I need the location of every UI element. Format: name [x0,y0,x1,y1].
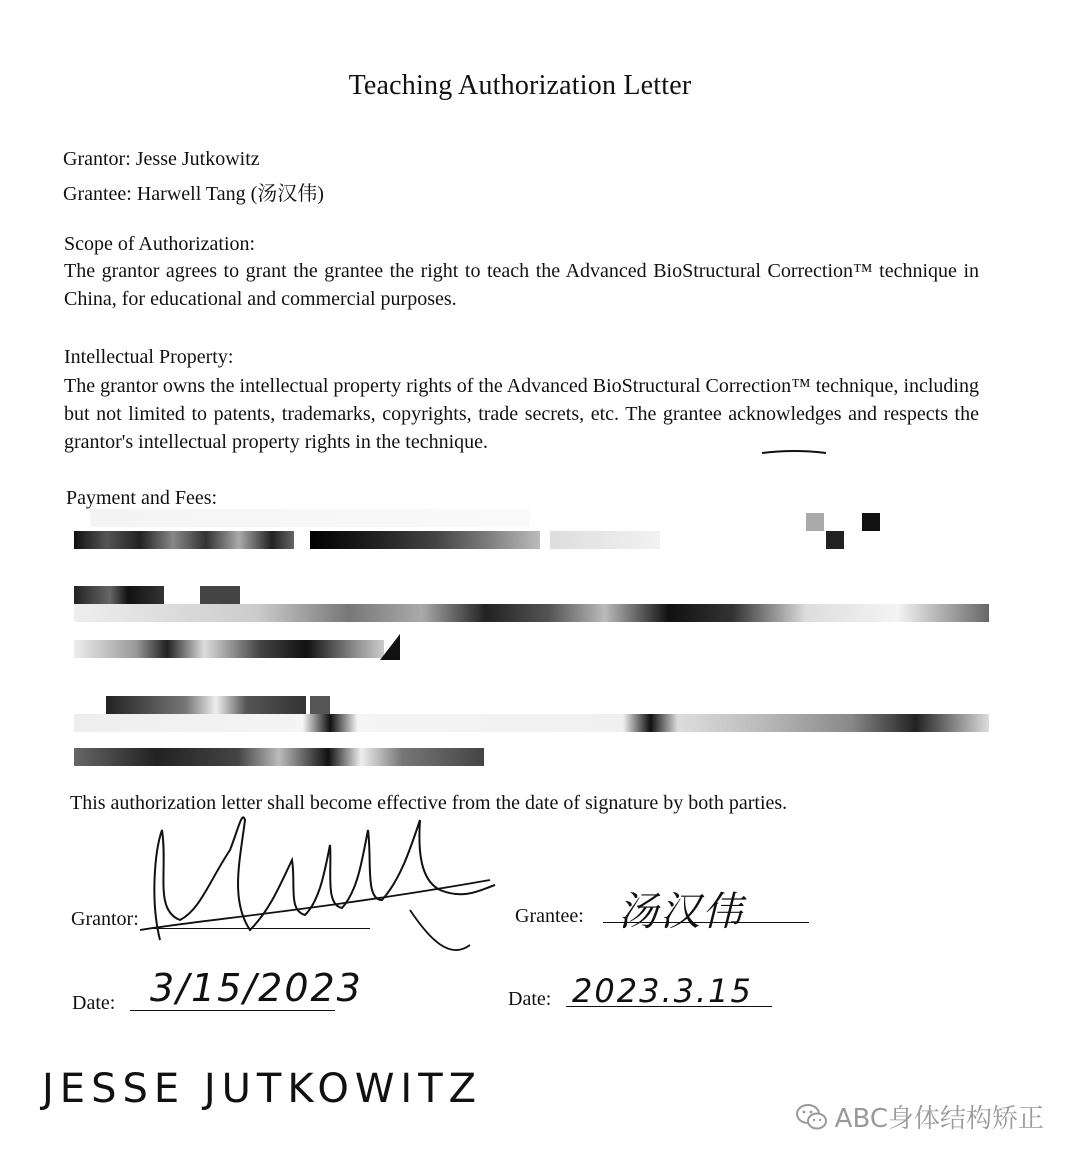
scope-text: The grantor agrees to grant the grantee the right to teach the Advanced BioStructural Correction™ technique in China, for educational and commercial purposes. [64,260,979,310]
grantor-label: Grantor: [71,908,139,930]
grantor-signature [120,790,500,980]
effective-text: This authorization letter shall become effective from the date of signature by both parties. [70,792,788,814]
grantor-line: Grantor: Jesse Jutkowitz [63,148,260,170]
wechat-icon [795,1102,829,1132]
redacted-block-1 [70,505,1000,585]
date-label-right: Date: [508,988,552,1010]
footer-watermark [795,1098,1044,1135]
grantor-date: 3/15/2023 [150,966,363,1010]
page-title: Teaching Authorization Letter [348,70,692,101]
underline-mark [760,448,830,456]
printed-name: JESSE JUTKOWITZ [42,1066,483,1112]
grantee-signature: 汤汉伟 [618,889,744,935]
payment-heading: Payment and Fees: [66,487,218,509]
watermark-text: ABC身体结构矫正 [834,1104,1044,1134]
scope-heading: Scope of Authorization: [64,233,256,255]
redacted-block-3 [70,690,1000,770]
ip-text: The grantor owns the intellectual property rights of the Advanced BioStructural Correction™ technique, including but not limited to patents, trademarks, copyrights, trade secrets, etc. The grantee acknowledges and respects the grantor's intellectual property rights in the technique. [64,375,979,453]
grantee-line: Grantee: Harwell Tang (汤汉伟) [63,183,324,205]
ip-heading: Intellectual Property: [64,346,234,368]
grantor-sign-line [150,928,370,929]
date-sign-line-left [130,1010,335,1011]
grantee-date: 2023.3.15 [572,972,753,1010]
grantee-label: Grantee: [515,905,584,927]
date-label-left: Date: [72,992,116,1014]
redacted-block-2 [70,580,1000,670]
